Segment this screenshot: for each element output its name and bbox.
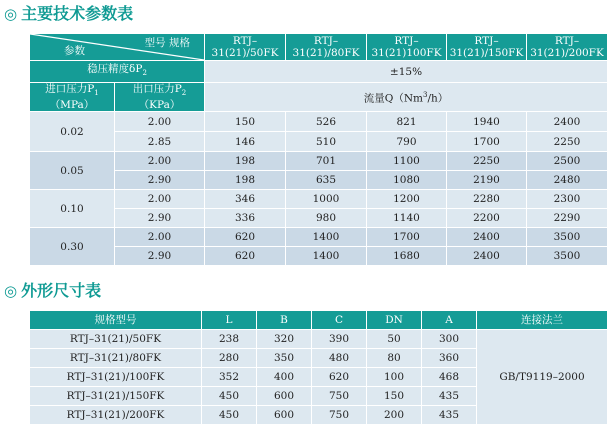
dimension-cell: 468 bbox=[422, 368, 477, 387]
inlet-pressure-cell: 0.05 bbox=[30, 152, 115, 190]
dimension-cell: 400 bbox=[257, 368, 312, 387]
table-row bbox=[30, 112, 608, 132]
technical-parameters-table bbox=[29, 33, 608, 266]
model-header: RTJ–31(21)100FK bbox=[367, 34, 447, 61]
pressure-header-row bbox=[30, 83, 608, 112]
table-row bbox=[30, 152, 608, 171]
column-header: C bbox=[312, 311, 367, 330]
flow-cell: 1100 bbox=[367, 152, 447, 171]
outlet-pressure-cell: 2.90 bbox=[115, 171, 205, 190]
circle-bullet-icon: ◎ bbox=[4, 282, 18, 300]
dimensions-table bbox=[29, 310, 608, 425]
column-header: B bbox=[257, 311, 312, 330]
flow-cell: 1700 bbox=[367, 228, 447, 247]
flow-cell: 2500 bbox=[527, 152, 608, 171]
column-header: A bbox=[422, 311, 477, 330]
outlet-pressure-cell: 2.00 bbox=[115, 190, 205, 209]
flow-cell: 821 bbox=[367, 112, 447, 132]
dimension-cell: 435 bbox=[422, 406, 477, 425]
flow-cell: 2400 bbox=[447, 228, 527, 247]
flow-cell: 2400 bbox=[447, 247, 527, 266]
section1-heading bbox=[4, 3, 133, 25]
model-cell: RTJ–31(21)/100FK bbox=[30, 368, 202, 387]
dimension-cell: 238 bbox=[202, 330, 257, 349]
flow-cell: 2300 bbox=[527, 190, 608, 209]
flow-cell: 198 bbox=[205, 152, 286, 171]
column-header: 连接法兰 bbox=[477, 311, 608, 330]
flow-cell: 2250 bbox=[447, 152, 527, 171]
flow-cell: 1140 bbox=[367, 209, 447, 228]
flow-cell: 2250 bbox=[527, 132, 608, 152]
section2-title: 外形尺寸表 bbox=[21, 281, 102, 300]
table-row bbox=[30, 171, 608, 190]
dimension-cell: 350 bbox=[257, 349, 312, 368]
dimension-cell: 352 bbox=[202, 368, 257, 387]
flow-cell: 1700 bbox=[447, 132, 527, 152]
dimension-cell: 600 bbox=[257, 387, 312, 406]
flow-header: 流量Q（Nm$^3$/h） bbox=[205, 83, 608, 112]
dimension-cell: 50 bbox=[367, 330, 422, 349]
flow-cell: 980 bbox=[286, 209, 367, 228]
inlet-pressure-header: 进口压力$P_1$ （MPa） bbox=[30, 83, 115, 112]
flow-cell: 526 bbox=[286, 112, 367, 132]
column-header: DN bbox=[367, 311, 422, 330]
flow-cell: 2200 bbox=[447, 209, 527, 228]
dimension-cell: 620 bbox=[312, 368, 367, 387]
flow-cell: 620 bbox=[205, 228, 286, 247]
flow-cell: 2480 bbox=[527, 171, 608, 190]
dimension-cell: 600 bbox=[257, 406, 312, 425]
flow-cell: 3500 bbox=[527, 228, 608, 247]
flow-cell: 1940 bbox=[447, 112, 527, 132]
corner-top-label: 型号 规格 bbox=[144, 37, 190, 49]
model-header: RTJ–31(21)/150FK bbox=[447, 34, 527, 61]
model-header: RTJ–31(21)/50FK bbox=[205, 34, 286, 61]
dimension-cell: 320 bbox=[257, 330, 312, 349]
inlet-pressure-cell: 0.02 bbox=[30, 112, 115, 152]
dimension-cell: 200 bbox=[367, 406, 422, 425]
dimension-cell: 450 bbox=[202, 387, 257, 406]
model-header-row bbox=[30, 34, 608, 61]
outlet-pressure-cell: 2.00 bbox=[115, 112, 205, 132]
dimension-cell: 100 bbox=[367, 368, 422, 387]
flow-cell: 1400 bbox=[286, 228, 367, 247]
flow-cell: 150 bbox=[205, 112, 286, 132]
circle-bullet-icon: ◎ bbox=[4, 5, 18, 23]
flow-cell: 510 bbox=[286, 132, 367, 152]
table-row bbox=[30, 247, 608, 266]
flow-cell: 3500 bbox=[527, 247, 608, 266]
inlet-pressure-cell: 0.10 bbox=[30, 190, 115, 228]
accuracy-value: ±15% bbox=[205, 61, 608, 83]
dimensions-header-row bbox=[30, 311, 608, 330]
model-cell: RTJ–31(21)/50FK bbox=[30, 330, 202, 349]
flow-cell: 1000 bbox=[286, 190, 367, 209]
flow-cell: 1080 bbox=[367, 171, 447, 190]
outlet-pressure-cell: 2.85 bbox=[115, 132, 205, 152]
dimension-cell: 150 bbox=[367, 387, 422, 406]
column-header: 规格型号 bbox=[30, 311, 202, 330]
flow-cell: 2280 bbox=[447, 190, 527, 209]
corner-header-cell bbox=[30, 34, 205, 61]
model-cell: RTJ–31(21)/80FK bbox=[30, 349, 202, 368]
accuracy-label: 稳压精度$\delta P_2$ bbox=[30, 61, 205, 83]
flow-cell: 790 bbox=[367, 132, 447, 152]
flow-cell: 701 bbox=[286, 152, 367, 171]
inlet-pressure-cell: 0.30 bbox=[30, 228, 115, 266]
outlet-pressure-cell: 2.00 bbox=[115, 152, 205, 171]
table-row bbox=[30, 330, 608, 349]
outlet-pressure-header: 出口压力$P_2$ （KPa） bbox=[115, 83, 205, 112]
flow-cell: 336 bbox=[205, 209, 286, 228]
flow-cell: 620 bbox=[205, 247, 286, 266]
dimension-cell: 360 bbox=[422, 349, 477, 368]
dimension-cell: 450 bbox=[202, 406, 257, 425]
dimension-cell: 435 bbox=[422, 387, 477, 406]
flow-cell: 146 bbox=[205, 132, 286, 152]
flow-cell: 1400 bbox=[286, 247, 367, 266]
table-row bbox=[30, 228, 608, 247]
model-cell: RTJ–31(21)/200FK bbox=[30, 406, 202, 425]
flow-cell: 2400 bbox=[527, 112, 608, 132]
table-row bbox=[30, 190, 608, 209]
accuracy-row bbox=[30, 61, 608, 83]
section1-title: 主要技术参数表 bbox=[21, 4, 134, 23]
flow-cell: 635 bbox=[286, 171, 367, 190]
dimension-cell: 750 bbox=[312, 406, 367, 425]
model-header: RTJ–31(21)/200FK bbox=[527, 34, 608, 61]
model-header: RTJ–31(21)/80FK bbox=[286, 34, 367, 61]
flow-cell: 2190 bbox=[447, 171, 527, 190]
flow-cell: 2290 bbox=[527, 209, 608, 228]
flow-cell: 346 bbox=[205, 190, 286, 209]
dimension-cell: 80 bbox=[367, 349, 422, 368]
flange-standard-cell: GB/T9119–2000 bbox=[477, 330, 608, 425]
model-cell: RTJ–31(21)/150FK bbox=[30, 387, 202, 406]
dimension-cell: 480 bbox=[312, 349, 367, 368]
dimension-cell: 390 bbox=[312, 330, 367, 349]
outlet-pressure-cell: 2.90 bbox=[115, 209, 205, 228]
flow-cell: 1680 bbox=[367, 247, 447, 266]
outlet-pressure-cell: 2.90 bbox=[115, 247, 205, 266]
flow-cell: 1200 bbox=[367, 190, 447, 209]
outlet-pressure-cell: 2.00 bbox=[115, 228, 205, 247]
dimension-cell: 300 bbox=[422, 330, 477, 349]
corner-bottom-label: 参数 bbox=[64, 45, 85, 57]
table-row bbox=[30, 209, 608, 228]
column-header: L bbox=[202, 311, 257, 330]
flow-cell: 198 bbox=[205, 171, 286, 190]
dimension-cell: 280 bbox=[202, 349, 257, 368]
table-row bbox=[30, 132, 608, 152]
section2-heading bbox=[4, 280, 101, 302]
dimension-cell: 750 bbox=[312, 387, 367, 406]
